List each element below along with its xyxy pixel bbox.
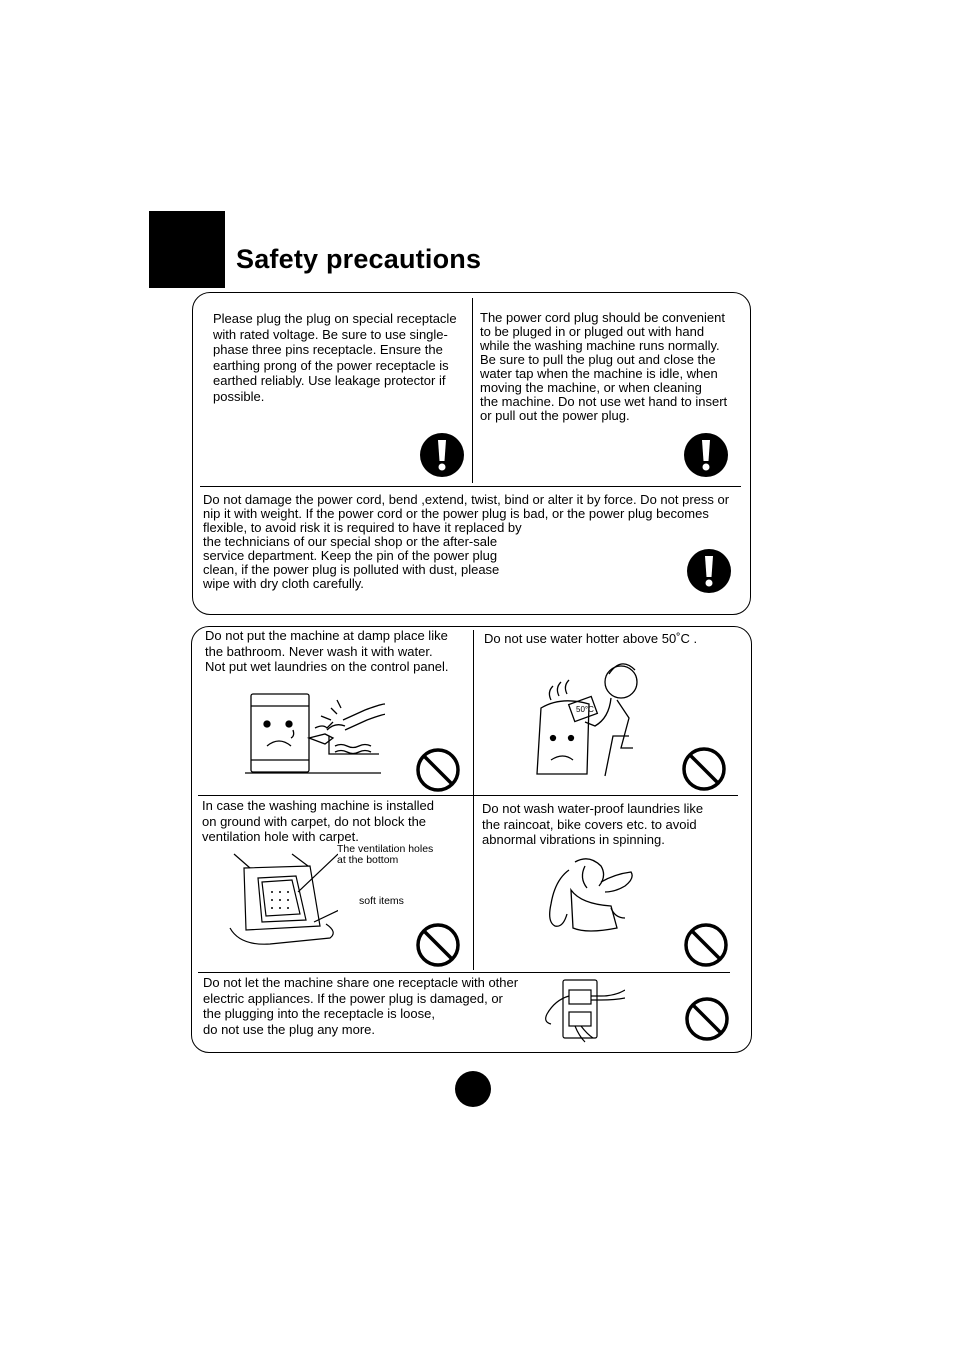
section-marker [149, 211, 225, 288]
bottom-panel-divider [473, 630, 474, 970]
waterproof-laundry-text: Do not wash water-proof laundries like the raincoat, bike covers etc. to avoid abnormal vibrations in spinning. [482, 801, 704, 847]
shared-receptacle-text: Do not let the machine share one receptacle with other electric appliances. If the power plug is damaged, or the plugging into the receptacle is loose, do not use the plug any more. [203, 975, 519, 1037]
prohibition-icon [415, 922, 461, 968]
power-cord-plug-text: The power cord plug should be convenient to be pluged in or pluged out with hand while the washing machine runs normally. Be sure to pull the plug out and close the water tap when the machine is idle, when moving the machine, or when cleaning the machine. Do not use wet hand to insert or pull out the power plug. [480, 310, 728, 423]
ventilation-holes-label: The ventilation holes at the bottom [337, 843, 434, 866]
hot-water-tag: 50°C [576, 705, 594, 714]
prohibition-icon [683, 922, 729, 968]
page-title: Safety precautions [236, 244, 482, 274]
carpet-base-illustration [228, 852, 338, 952]
soft-items-label: soft items [359, 895, 404, 907]
bottom-panel-separator-2 [198, 972, 730, 973]
shared-receptacle-illustration [545, 976, 625, 1046]
prohibition-icon [681, 746, 727, 792]
page-number-marker [455, 1071, 491, 1107]
exclamation-circle-icon [683, 432, 729, 478]
damp-place-text: Do not put the machine at damp place like the bathroom. Never wash it with water. Not put wet laundries on the control panel. [205, 628, 449, 674]
prohibition-icon [684, 996, 730, 1042]
power-cord-damage-text: Do not damage the power cord, bend ,extend, twist, bind or alter it by force. Do not press or nip it with weight. If the power cord or the power plug is bad, or the power plug becomes flexible, to avoid risk it is required to have it replaced by the technicians of our special shop or the after-sale service department. Keep the pin of the power plug clean, if the power plug is polluted with dust, please wipe with dry cloth carefully. [203, 492, 730, 591]
top-panel-separator [200, 486, 741, 487]
washer-sprayed-illustration [245, 680, 385, 775]
exclamation-circle-icon [686, 548, 732, 594]
prohibition-icon [415, 747, 461, 793]
hot-water-illustration [533, 658, 643, 778]
raincoat-illustration [545, 856, 635, 936]
top-panel-divider [472, 298, 473, 483]
plug-receptacle-text: Please plug the plug on special receptacle with rated voltage. Be sure to use single- phase three pins receptacle. Ensure the earthing prong of the power receptacle is earthed reliably. Use leakage protector if possible. [213, 311, 457, 404]
exclamation-circle-icon [419, 432, 465, 478]
hot-water-text: Do not use water hotter above 50˚C . [484, 631, 698, 646]
bottom-panel-separator-1 [198, 795, 738, 796]
carpet-ventilation-text: In case the washing machine is installed on ground with carpet, do not block the ventilation hole with carpet. [202, 798, 434, 844]
